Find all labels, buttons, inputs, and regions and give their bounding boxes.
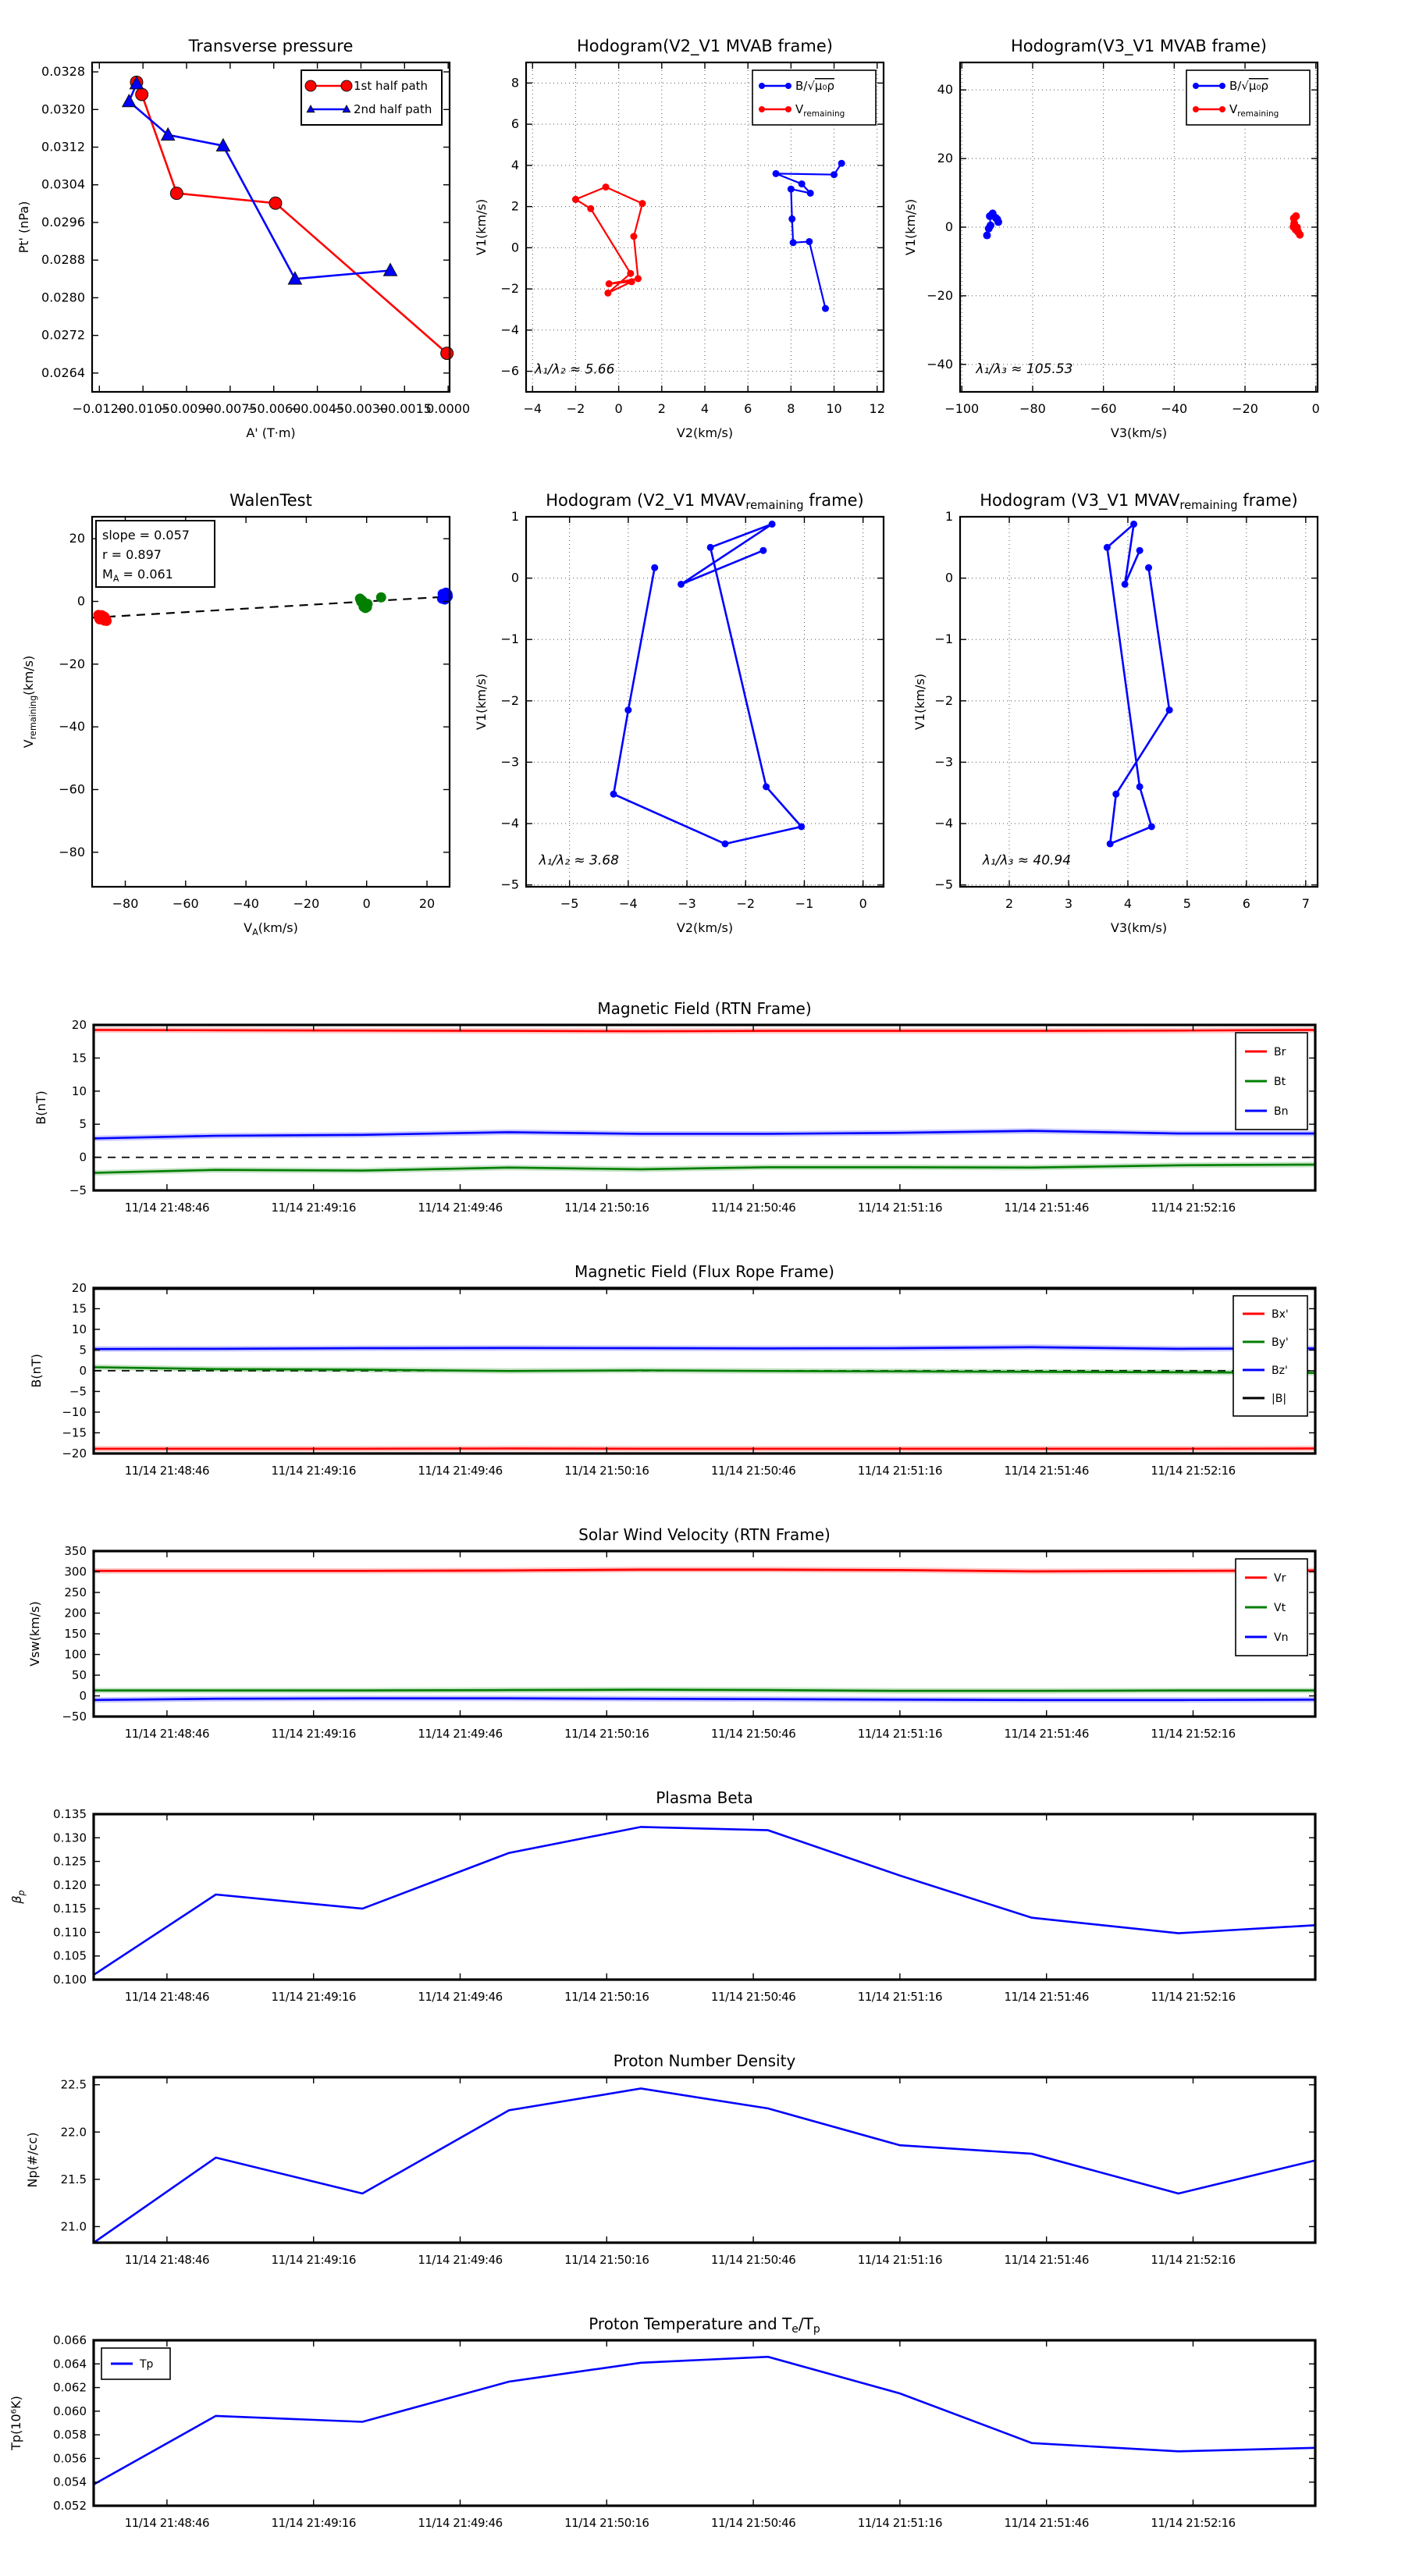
b-fluxrope-y-tick-label: 20 <box>71 1281 87 1295</box>
proton-temp-x-tick-label: 11/14 21:48:46 <box>124 2516 210 2530</box>
hodogram-v2v1-mvav-y-tick-label: −3 <box>500 754 519 770</box>
vsw-rtn-x-tick-label: 11/14 21:50:46 <box>710 1727 796 1741</box>
vsw-rtn-title: Solar Wind Velocity (RTN Frame) <box>578 1525 831 1544</box>
proton-temp-y-tick-label: 0.056 <box>53 2451 87 2466</box>
vsw-rtn-chart <box>94 1551 1315 1717</box>
transverse-pressure-x-tick-label: −0.0030 <box>333 401 389 416</box>
b-fluxrope-title: Magnetic Field (Flux Rope Frame) <box>574 1262 834 1281</box>
proton-temp-y-tick-label: 0.066 <box>53 2333 87 2347</box>
b-fluxrope-y-tick-label: 0 <box>79 1364 87 1378</box>
proton-temp-legend-label: Tp <box>140 2358 154 2371</box>
hodogram-v3v1-mvab-x-tick-label: −80 <box>1019 401 1046 416</box>
b-rtn-x-tick-label: 11/14 21:49:16 <box>271 1201 356 1215</box>
b-rtn-x-tick-label: 11/14 21:51:46 <box>1004 1201 1089 1215</box>
hodogram-v3v1-mvab-legend-label: B/√μ₀ρ <box>1229 79 1268 93</box>
hodogram-v2v1-mvav-y-tick-label: 0 <box>510 570 519 585</box>
vsw-rtn-y-tick-label: 250 <box>64 1585 87 1599</box>
transverse-pressure-x-tick-label: −0.0090 <box>159 401 214 416</box>
proton-density-title: Proton Number Density <box>613 2051 796 2070</box>
vsw-rtn-y-tick-label: 150 <box>64 1627 87 1641</box>
transverse-pressure-y-tick-label: 0.0328 <box>41 64 85 80</box>
walen-test-y-tick-label: −40 <box>59 719 85 735</box>
b-fluxrope-y-tick-label: −20 <box>62 1446 87 1461</box>
hodogram-v2v1-mvab-y-tick-label: −6 <box>500 363 519 379</box>
b-rtn-y-tick-label: 10 <box>71 1083 87 1098</box>
b-rtn-legend-label: Br <box>1274 1046 1286 1059</box>
walen-test-y-tick-label: 0 <box>76 593 85 609</box>
b-rtn-x-tick-label: 11/14 21:48:46 <box>124 1201 210 1215</box>
b-fluxrope-y-tick-label: 10 <box>71 1322 87 1336</box>
b-rtn-x-tick-label: 11/14 21:51:16 <box>857 1201 943 1215</box>
transverse-pressure-x-tick-label: −0.0075 <box>203 401 258 416</box>
transverse-pressure-y-tick-label: 0.0264 <box>41 365 85 380</box>
hodogram-v2v1-mvav-ylabel: V1(km/s) <box>474 673 489 731</box>
hodogram-v2v1-mvab-x-tick-label: 6 <box>744 401 752 416</box>
plasma-beta-x-tick-label: 11/14 21:49:16 <box>271 1990 356 2004</box>
transverse-pressure-x-tick-label: −0.0015 <box>377 401 432 416</box>
vsw-rtn-series-Vt <box>94 1690 1315 1692</box>
hodogram-v2v1-mvav-x-tick-label: −4 <box>619 896 638 911</box>
transverse-pressure-legend-label: 2nd half path <box>354 102 432 116</box>
proton-density-chart <box>94 2077 1315 2243</box>
b-fluxrope-y-tick-label: 15 <box>71 1301 87 1316</box>
hodogram-v3v1-mvab-x-tick-label: −40 <box>1161 401 1188 416</box>
proton-density-x-tick-label: 11/14 21:50:46 <box>710 2253 796 2267</box>
walen-test-series-fit <box>92 596 450 617</box>
transverse-pressure-legend-label: 1st half path <box>354 79 429 93</box>
hodogram-v2v1-mvav-annotation: λ₁/λ₂ ≈ 3.68 <box>539 852 619 869</box>
proton-temp-x-tick-label: 11/14 21:50:16 <box>564 2516 649 2530</box>
hodogram-v2v1-mvab-x-tick-label: −4 <box>523 401 542 416</box>
hodogram-v2v1-mvav-xlabel: V2(km/s) <box>676 920 734 935</box>
hodogram-v3v1-mvav-y-tick-label: −4 <box>934 816 953 831</box>
proton-temp-ylabel: Tp(10⁶K) <box>9 2396 23 2450</box>
hodogram-v3v1-mvav-annotation: λ₁/λ₃ ≈ 40.94 <box>982 852 1072 869</box>
hodogram-v2v1-mvab-y-tick-label: −2 <box>500 281 519 297</box>
b-rtn-y-tick-label: −5 <box>69 1183 87 1197</box>
walen-test-x-tick-label: −20 <box>293 896 320 911</box>
vsw-rtn-x-tick-label: 11/14 21:51:16 <box>857 1727 943 1741</box>
hodogram-v3v1-mvav-xlabel: V3(km/s) <box>1110 920 1168 935</box>
b-fluxrope-y-tick-label: 5 <box>79 1343 87 1357</box>
b-fluxrope-chart <box>94 1288 1315 1453</box>
hodogram-v2v1-mvav-chart <box>526 517 884 887</box>
hodogram-v2v1-mvab-y-tick-label: 2 <box>510 198 519 214</box>
b-rtn-legend-label: Bt <box>1274 1076 1286 1088</box>
proton-temp-y-tick-label: 0.062 <box>53 2380 87 2395</box>
b-rtn-title: Magnetic Field (RTN Frame) <box>597 999 812 1018</box>
walen-test-stat-line: $M_A = 0.061$ <box>102 567 173 584</box>
plasma-beta-series-beta_p <box>94 1827 1315 1975</box>
hodogram-v3v1-mvav-y-tick-label: −5 <box>934 877 953 892</box>
vsw-rtn-y-tick-label: 50 <box>71 1668 87 1682</box>
transverse-pressure-y-tick-label: 0.0304 <box>41 176 85 192</box>
b-fluxrope-x-tick-label: 11/14 21:50:46 <box>710 1464 796 1478</box>
proton-density-frame <box>94 2077 1315 2243</box>
hodogram-v3v1-mvab-x-tick-label: −100 <box>944 401 980 416</box>
proton-density-x-tick-label: 11/14 21:48:46 <box>124 2253 210 2267</box>
hodogram-v2v1-mvav-x-tick-label: 0 <box>859 896 867 911</box>
transverse-pressure-x-tick-label: −0.0105 <box>116 401 170 416</box>
vsw-rtn-y-tick-label: 350 <box>64 1544 87 1558</box>
hodogram-v2v1-mvav-series-B/sqrt(mu0 rho) <box>614 524 802 844</box>
b-fluxrope-x-tick-label: 11/14 21:50:16 <box>564 1464 649 1478</box>
walen-test-y-tick-label: 20 <box>69 531 85 546</box>
walen-test-xlabel: $V_A(km/s)$ <box>244 920 298 938</box>
proton-density-x-tick-label: 11/14 21:51:46 <box>1004 2253 1089 2267</box>
hodogram-v3v1-mvav-x-tick-label: 5 <box>1183 896 1191 911</box>
proton-density-series-Np <box>94 2089 1315 2243</box>
hodogram-v2v1-mvav-x-tick-label: −1 <box>795 896 814 911</box>
vsw-rtn-x-tick-label: 11/14 21:50:16 <box>564 1727 649 1741</box>
vsw-rtn-legend-label: Vr <box>1274 1572 1286 1585</box>
hodogram-v2v1-mvav-y-tick-label: −2 <box>500 692 519 708</box>
hodogram-v2v1-mvav-y-tick-label: −1 <box>500 632 519 647</box>
vsw-rtn-legend-label: Vn <box>1274 1631 1289 1644</box>
vsw-rtn-x-tick-label: 11/14 21:51:46 <box>1004 1727 1089 1741</box>
b-rtn-chart <box>94 1025 1315 1190</box>
b-rtn-y-tick-label: 15 <box>71 1051 87 1066</box>
b-rtn-legend-label: Bn <box>1274 1105 1289 1118</box>
vsw-rtn-y-tick-label: 0 <box>79 1688 87 1703</box>
walen-test-x-tick-label: 20 <box>418 896 436 911</box>
proton-density-y-tick-label: 21.5 <box>60 2172 87 2186</box>
plasma-beta-y-tick-label: 0.135 <box>53 1807 87 1821</box>
hodogram-v2v1-mvab-x-tick-label: 8 <box>787 401 795 416</box>
walen-test-stat-line: slope = 0.057 <box>102 528 190 543</box>
transverse-pressure-y-tick-label: 0.0312 <box>41 139 85 155</box>
hodogram-v2v1-mvab-series-B/sqrt(mu0 rho) <box>776 163 841 308</box>
transverse-pressure-y-tick-label: 0.0272 <box>41 327 85 343</box>
hodogram-v3v1-mvab-x-tick-label: 0 <box>1311 401 1320 416</box>
walen-test-x-tick-label: −40 <box>233 896 259 911</box>
transverse-pressure-y-tick-label: 0.0288 <box>41 252 85 268</box>
b-rtn-x-tick-label: 11/14 21:50:16 <box>564 1201 649 1215</box>
hodogram-v3v1-mvab-x-tick-label: −60 <box>1090 401 1117 416</box>
plasma-beta-y-tick-label: 0.115 <box>53 1902 87 1916</box>
plasma-beta-chart <box>94 1814 1315 1980</box>
hodogram-v3v1-mvab-y-tick-label: 40 <box>937 82 953 98</box>
hodogram-v3v1-mvav-x-tick-label: 4 <box>1123 896 1133 911</box>
proton-density-y-tick-label: 22.5 <box>60 2077 87 2092</box>
proton-temp-y-tick-label: 0.058 <box>53 2428 87 2443</box>
vsw-rtn-legend-label: Vt <box>1274 1602 1286 1614</box>
proton-temp-x-tick-label: 11/14 21:51:46 <box>1004 2516 1089 2530</box>
hodogram-v3v1-mvab-xlabel: V3(km/s) <box>1110 425 1168 440</box>
b-fluxrope-x-tick-label: 11/14 21:51:16 <box>857 1464 943 1478</box>
hodogram-v3v1-mvab-y-tick-label: 0 <box>944 219 953 234</box>
transverse-pressure-x-tick-label: 0.0000 <box>426 401 471 416</box>
b-rtn-ylabel: B(nT) <box>34 1091 48 1125</box>
hodogram-v2v1-mvab-x-tick-label: 2 <box>657 401 666 416</box>
b-fluxrope-legend-label: |B| <box>1272 1393 1287 1405</box>
hodogram-v3v1-mvav-y-tick-label: −3 <box>934 754 953 770</box>
proton-density-x-tick-label: 11/14 21:49:46 <box>418 2253 503 2267</box>
transverse-pressure-y-tick-label: 0.0320 <box>41 101 85 117</box>
hodogram-v2v1-mvab-x-tick-label: 10 <box>826 401 842 416</box>
hodogram-v2v1-mvab-x-tick-label: 12 <box>869 401 885 416</box>
proton-temp-x-tick-label: 11/14 21:51:16 <box>857 2516 943 2530</box>
proton-temp-x-tick-label: 11/14 21:52:16 <box>1151 2516 1236 2530</box>
vsw-rtn-ylabel: Vsw(km/s) <box>27 1601 42 1667</box>
proton-density-ylabel: Np(#/cc) <box>25 2132 40 2188</box>
proton-density-x-tick-label: 11/14 21:51:16 <box>857 2253 943 2267</box>
hodogram-v3v1-mvav-y-tick-label: 1 <box>944 509 953 524</box>
hodogram-v2v1-mvab-y-tick-label: 8 <box>510 75 519 91</box>
plasma-beta-x-tick-label: 11/14 21:48:46 <box>124 1990 210 2004</box>
b-fluxrope-x-tick-label: 11/14 21:51:46 <box>1004 1464 1089 1478</box>
b-rtn-y-tick-label: 5 <box>79 1117 87 1132</box>
hodogram-v3v1-mvav-chart <box>960 517 1318 887</box>
walen-test-y-tick-label: −60 <box>59 781 85 797</box>
hodogram-v2v1-mvab-series-V remaining <box>576 187 643 294</box>
b-fluxrope-x-tick-label: 11/14 21:49:46 <box>418 1464 503 1478</box>
vsw-rtn-x-tick-label: 11/14 21:49:46 <box>418 1727 503 1741</box>
hodogram-v3v1-mvab-title: Hodogram(V3_V1 MVAB frame) <box>1011 37 1267 55</box>
hodogram-v2v1-mvab-x-tick-label: 4 <box>700 401 710 416</box>
b-rtn-y-tick-label: 20 <box>71 1018 87 1032</box>
plasma-beta-title: Plasma Beta <box>656 1788 753 1807</box>
hodogram-v2v1-mvav-title: Hodogram (V2_V1 MVAVremaining frame) <box>546 491 864 512</box>
b-fluxrope-legend-label: Bx' <box>1272 1308 1289 1321</box>
proton-temp-x-tick-label: 11/14 21:49:16 <box>271 2516 356 2530</box>
hodogram-v3v1-mvab-legend-label: $V_{remaining}$ <box>1229 102 1279 119</box>
transverse-pressure-y-tick-label: 0.0296 <box>41 214 85 229</box>
hodogram-v2v1-mvab-legend-label: B/√μ₀ρ <box>795 79 834 93</box>
b-fluxrope-ylabel: B(nT) <box>29 1354 44 1388</box>
vsw-rtn-y-tick-label: 300 <box>64 1564 87 1579</box>
proton-density-x-tick-label: 11/14 21:49:16 <box>271 2253 356 2267</box>
hodogram-v2v1-mvav-x-tick-label: −5 <box>560 896 579 911</box>
b-rtn-x-tick-label: 11/14 21:52:16 <box>1151 1201 1236 1215</box>
vsw-rtn-y-tick-label: 100 <box>64 1647 87 1662</box>
plasma-beta-x-tick-label: 11/14 21:50:46 <box>710 1990 796 2004</box>
walen-test-x-tick-label: 0 <box>362 896 371 911</box>
transverse-pressure-ylabel: Pt' (nPa) <box>16 201 31 254</box>
hodogram-v2v1-mvab-y-tick-label: 4 <box>510 157 519 173</box>
transverse-pressure-title: Transverse pressure <box>188 37 354 55</box>
plasma-beta-x-tick-label: 11/14 21:51:46 <box>1004 1990 1089 2004</box>
b-fluxrope-legend-label: By' <box>1272 1336 1289 1349</box>
b-fluxrope-x-tick-label: 11/14 21:48:46 <box>124 1464 210 1478</box>
hodogram-v2v1-mvab-y-tick-label: 6 <box>510 116 519 132</box>
vsw-rtn-y-tick-label: 200 <box>64 1606 87 1621</box>
hodogram-v3v1-mvab-y-tick-label: 20 <box>937 151 953 166</box>
hodogram-v2v1-mvab-y-tick-label: 0 <box>510 240 519 255</box>
b-fluxrope-x-tick-label: 11/14 21:52:16 <box>1151 1464 1236 1478</box>
walen-test-ylabel: $V_{remaining}(km/s)$ <box>21 655 38 749</box>
hodogram-v2v1-mvab-legend-label: $V_{remaining}$ <box>795 102 845 119</box>
hodogram-v3v1-mvab-annotation: λ₁/λ₃ ≈ 105.53 <box>976 361 1073 377</box>
hodogram-v3v1-mvav-x-tick-label: 2 <box>1005 896 1014 911</box>
transverse-pressure-xlabel: A' (T·m) <box>246 425 296 440</box>
hodogram-v3v1-mvav-x-tick-label: 3 <box>1064 896 1073 911</box>
hodogram-v2v1-mvab-x-tick-label: 0 <box>614 401 623 416</box>
b-fluxrope-legend-label: Bz' <box>1272 1364 1288 1377</box>
hodogram-v2v1-mvab-y-tick-label: −4 <box>500 322 519 337</box>
plasma-beta-x-tick-label: 11/14 21:50:16 <box>564 1990 649 2004</box>
b-rtn-series-Br <box>94 1030 1315 1031</box>
hodogram-v3v1-mvav-y-tick-label: 0 <box>944 570 953 585</box>
proton-temp-y-tick-label: 0.054 <box>53 2475 87 2489</box>
b-fluxrope-y-tick-label: −5 <box>69 1384 87 1399</box>
plasma-beta-x-tick-label: 11/14 21:52:16 <box>1151 1990 1236 2004</box>
plasma-beta-x-tick-label: 11/14 21:49:46 <box>418 1990 503 2004</box>
proton-temp-series-Tp <box>94 2357 1315 2485</box>
hodogram-v2v1-mvav-y-tick-label: −4 <box>500 816 519 831</box>
proton-temp-y-tick-label: 0.052 <box>53 2499 87 2513</box>
plasma-beta-y-tick-label: 0.125 <box>53 1854 87 1869</box>
transverse-pressure-y-tick-label: 0.0280 <box>41 290 85 305</box>
proton-temp-y-tick-label: 0.064 <box>53 2357 87 2371</box>
walen-test-stat-line: r = 0.897 <box>102 547 162 562</box>
proton-density-x-tick-label: 11/14 21:50:16 <box>564 2253 649 2267</box>
plasma-beta-y-tick-label: 0.100 <box>53 1973 87 1987</box>
proton-temp-chart <box>94 2340 1315 2506</box>
proton-density-x-tick-label: 11/14 21:52:16 <box>1151 2253 1236 2267</box>
plasma-beta-y-tick-label: 0.105 <box>53 1948 87 1963</box>
hodogram-v2v1-mvab-annotation: λ₁/λ₂ ≈ 5.66 <box>535 361 615 378</box>
walen-test-x-tick-label: −60 <box>172 896 199 911</box>
plasma-beta-y-tick-label: 0.120 <box>53 1877 87 1892</box>
hodogram-v2v1-mvav-frame <box>526 517 884 887</box>
b-fluxrope-y-tick-label: −15 <box>62 1425 87 1440</box>
walen-test-x-tick-label: −80 <box>112 896 139 911</box>
vsw-rtn-x-tick-label: 11/14 21:48:46 <box>124 1727 210 1741</box>
b-rtn-y-tick-label: 0 <box>79 1150 87 1165</box>
vsw-rtn-x-tick-label: 11/14 21:49:16 <box>271 1727 356 1741</box>
walen-test-title: WalenTest <box>229 491 312 510</box>
hodogram-v2v1-mvav-x-tick-label: −3 <box>678 896 696 911</box>
proton-temp-y-tick-label: 0.060 <box>53 2403 87 2418</box>
plasma-beta-frame <box>94 1814 1315 1980</box>
hodogram-v2v1-mvab-ylabel: V1(km/s) <box>474 198 489 256</box>
b-fluxrope-x-tick-label: 11/14 21:49:16 <box>271 1464 356 1478</box>
hodogram-v3v1-mvav-ylabel: V1(km/s) <box>912 673 927 731</box>
proton-density-y-tick-label: 21.0 <box>60 2219 87 2234</box>
plasma-beta-x-tick-label: 11/14 21:51:16 <box>857 1990 943 2004</box>
proton-temp-frame <box>94 2340 1315 2506</box>
b-rtn-x-tick-label: 11/14 21:49:46 <box>418 1201 503 1215</box>
transverse-pressure-x-tick-label: −0.0045 <box>290 401 345 416</box>
proton-temp-x-tick-label: 11/14 21:50:46 <box>710 2516 796 2530</box>
vsw-rtn-x-tick-label: 11/14 21:52:16 <box>1151 1727 1236 1741</box>
hodogram-v3v1-mvab-y-tick-label: −40 <box>927 356 953 372</box>
hodogram-v3v1-mvav-title: Hodogram (V3_V1 MVAVremaining frame) <box>980 491 1298 512</box>
hodogram-v3v1-mvab-x-tick-label: −20 <box>1232 401 1258 416</box>
hodogram-v2v1-mvab-title: Hodogram(V2_V1 MVAB frame) <box>577 37 833 55</box>
hodogram-v3v1-mvab-y-tick-label: −20 <box>927 287 953 303</box>
hodogram-v3v1-mvab-ylabel: V1(km/s) <box>903 198 918 256</box>
transverse-pressure-x-tick-label: −0.0120 <box>72 401 127 416</box>
hodogram-v3v1-mvav-x-tick-label: 7 <box>1301 896 1310 911</box>
b-rtn-x-tick-label: 11/14 21:50:46 <box>710 1201 796 1215</box>
plasma-beta-ylabel: $\beta_p$ <box>9 1890 27 1904</box>
transverse-pressure-x-tick-label: −0.0060 <box>247 401 301 416</box>
proton-density-y-tick-label: 22.0 <box>60 2125 87 2140</box>
walen-test-y-tick-label: −80 <box>59 844 85 859</box>
proton-temp-x-tick-label: 11/14 21:49:46 <box>418 2516 503 2530</box>
hodogram-v2v1-mvav-y-tick-label: 1 <box>510 509 519 524</box>
plasma-beta-y-tick-label: 0.130 <box>53 1831 87 1845</box>
hodogram-v3v1-mvav-x-tick-label: 6 <box>1242 896 1250 911</box>
hodogram-v3v1-mvav-y-tick-label: −1 <box>934 632 953 647</box>
walen-test-y-tick-label: −20 <box>59 656 85 671</box>
hodogram-v3v1-mvav-y-tick-label: −2 <box>934 692 953 708</box>
proton-temp-title: Proton Temperature and $T_e/T_p$ <box>589 2314 820 2336</box>
hodogram-v2v1-mvab-xlabel: V2(km/s) <box>676 425 734 440</box>
vsw-rtn-y-tick-label: −50 <box>62 1710 87 1724</box>
hodogram-v2v1-mvab-x-tick-label: −2 <box>566 401 585 416</box>
hodogram-v2v1-mvav-x-tick-label: −2 <box>736 896 756 911</box>
plasma-beta-y-tick-label: 0.110 <box>53 1925 87 1940</box>
b-fluxrope-y-tick-label: −10 <box>62 1405 87 1419</box>
hodogram-v2v1-mvav-y-tick-label: −5 <box>500 877 519 892</box>
